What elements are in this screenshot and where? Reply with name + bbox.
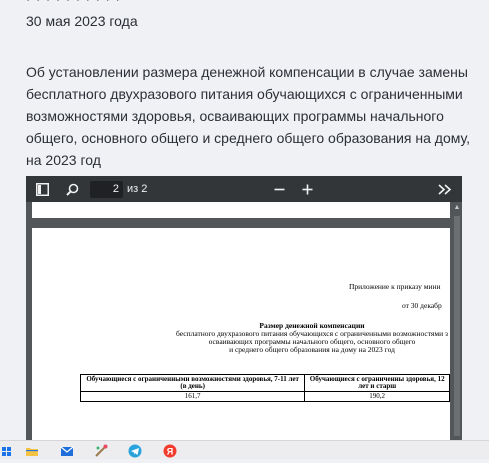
yandex-browser-icon[interactable]: [163, 444, 177, 458]
pdf-toolbar: [26, 176, 462, 202]
page-count: из 2: [127, 183, 148, 195]
zoom-out-icon[interactable]: [271, 176, 287, 202]
article-title[interactable]: Об установлении размера денежной компенсации в случае замены бесплатного двухразового питания обучающихся с ограниченными возможностями здоровья, осваивающих программы начального общего, основного общего и среднего общего образования на дому, на 2023 год: [26, 64, 471, 168]
more-tools-icon[interactable]: [436, 176, 454, 202]
pdf-page-1-bottom: [32, 202, 450, 218]
page-number-input[interactable]: 2: [90, 181, 123, 198]
pdf-viewer: [26, 176, 462, 442]
appendix-line: Приложение к приказу мини: [349, 282, 441, 291]
windows-start-icon[interactable]: [2, 444, 12, 458]
table-value-cell: 190,2: [305, 392, 450, 402]
telegram-icon[interactable]: [128, 444, 142, 458]
svg-text:Я: Я: [166, 446, 174, 457]
table-value-cell: 161,7: [81, 392, 305, 402]
compensation-table: [80, 374, 450, 402]
order-date-line: от 30 декабр: [402, 301, 442, 310]
scroll-up-arrow-icon[interactable]: ▲: [453, 204, 461, 211]
search-icon[interactable]: [64, 176, 80, 202]
scrollbar-thumb[interactable]: [454, 216, 460, 436]
article-date: 30 мая 2023 года: [26, 13, 138, 29]
pdf-page-2: [32, 228, 450, 442]
sidebar-toggle-icon[interactable]: [34, 176, 50, 202]
doc-title-line-3: осваивающих программы начального общего, основного общего: [208, 337, 416, 346]
table-header-cell: Обучающиеся с ограниченны здоровья, 12 лет и старш: [305, 375, 450, 392]
file-explorer-icon[interactable]: [25, 444, 39, 458]
zoom-in-icon[interactable]: [299, 176, 315, 202]
taskbar: [0, 440, 489, 459]
doc-title-line-2: бесплатного двухразового питания обучающихся с ограниченными возможностями з: [176, 329, 448, 338]
table-header-cell: Обучающиеся с ограниченными возможностями здоровья, 7-11 лет (в день): [81, 375, 305, 392]
doc-title-line-4: и среднего общего образования на дому на 2023 год: [229, 345, 395, 354]
doc-title: Размер денежной компенсации: [259, 321, 365, 330]
paint-icon[interactable]: [94, 444, 108, 458]
mail-icon[interactable]: [60, 444, 74, 458]
cropped-text-top: [26, 0, 136, 3]
